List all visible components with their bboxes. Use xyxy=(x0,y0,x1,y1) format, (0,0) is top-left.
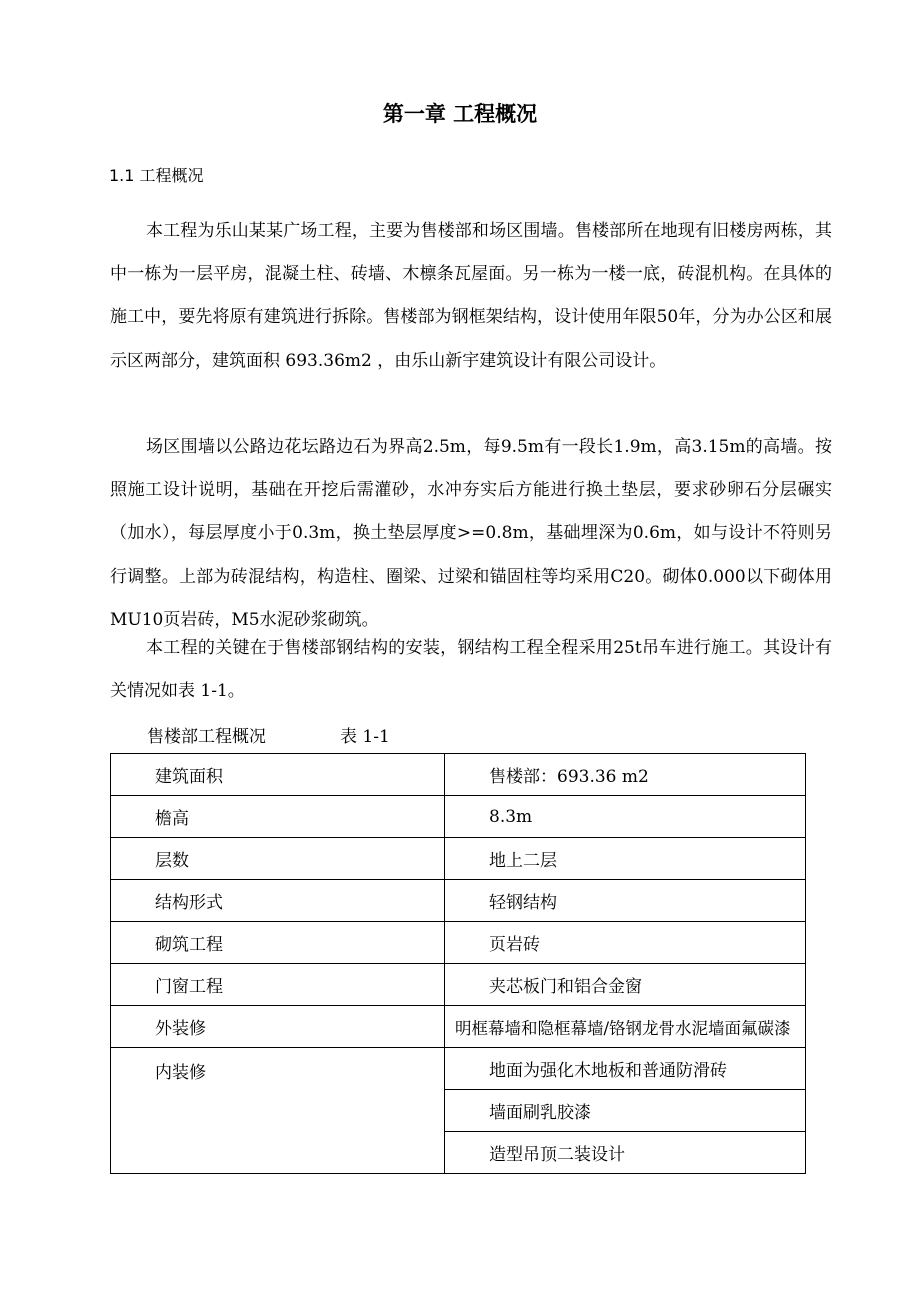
row-value: 页岩砖 xyxy=(445,922,806,964)
row-value: 明框幕墙和隐框幕墙/铬钢龙骨水泥墙面氟碳漆 xyxy=(445,1006,806,1048)
table-row xyxy=(111,880,806,922)
row-value: 轻钢结构 xyxy=(445,880,806,922)
table-row xyxy=(111,1048,806,1090)
paragraph-steel: 本工程的关键在于售楼部钢结构的安装，钢结构工程全程采用25t吊车进行施工。其设计有关情况如表 1-1。 xyxy=(110,638,832,702)
section-heading: 1.1 工程概况 xyxy=(109,166,204,185)
paragraph-intro: 本工程为乐山某某广场工程，主要为售楼部和场区围墙。售楼部所在地现有旧楼房两栋，其中一栋为一层平房，混凝土柱、砖墙、木檩条瓦屋面。另一栋为一楼一底，砖混机构。在具体的施工中，要先将原有建筑进行拆除。售楼部为钢框架结构，设计使用年限50年，分为办公区和展示区两部分，建筑面积 693.36m2 ，由乐山新宇建筑设计有限公司设计。 xyxy=(110,221,832,371)
row-label: 砌筑工程 xyxy=(111,922,445,964)
row-value: 地面为强化木地板和普通防滑砖 xyxy=(445,1048,806,1090)
row-label: 结构形式 xyxy=(111,880,445,922)
table-row xyxy=(111,838,806,880)
row-label: 建筑面积 xyxy=(111,754,445,796)
row-value: 售楼部：693.36 m2 xyxy=(445,754,806,796)
table-row xyxy=(111,796,806,838)
row-value: 8.3m xyxy=(445,796,806,838)
row-value: 地上二层 xyxy=(445,838,806,880)
row-label: 檐高 xyxy=(111,796,445,838)
row-label: 层数 xyxy=(111,838,445,880)
row-label-interior: 内装修 xyxy=(111,1048,445,1174)
row-value: 夹芯板门和铝合金窗 xyxy=(445,964,806,1006)
table-row xyxy=(111,754,806,796)
chapter-title: 第一章 工程概况 xyxy=(382,102,538,126)
project-overview-table xyxy=(110,753,806,1174)
table-caption-number: 表 1-1 xyxy=(340,727,390,747)
table-caption xyxy=(147,722,390,747)
table-row xyxy=(111,1006,806,1048)
row-label: 门窗工程 xyxy=(111,964,445,1006)
table-row xyxy=(111,922,806,964)
row-value: 造型吊顶二装设计 xyxy=(445,1132,806,1174)
table-row xyxy=(111,964,806,1006)
row-label: 外装修 xyxy=(111,1006,445,1048)
paragraph-wall: 场区围墙以公路边花坛路边石为界高2.5m，每9.5m有一段长1.9m，高3.15m的高墙。按照施工设计说明，基础在开挖后需灌砂，水冲夯实后方能进行换土垫层，要求砂卵石分层碾实（加水），每层厚度小于0.3m，换土垫层厚度>=0.8m，基础埋深为0.6m，如与设计不符则另行调整。上部为砖混结构，构造柱、圈梁、过梁和锚固柱等均采用C20。砌体0.000以下砌体用MU10页岩砖，M5水泥砂浆砌筑。 xyxy=(110,437,832,630)
table-caption-name: 售楼部工程概况 xyxy=(147,727,266,747)
row-value: 墙面刷乳胶漆 xyxy=(445,1090,806,1132)
